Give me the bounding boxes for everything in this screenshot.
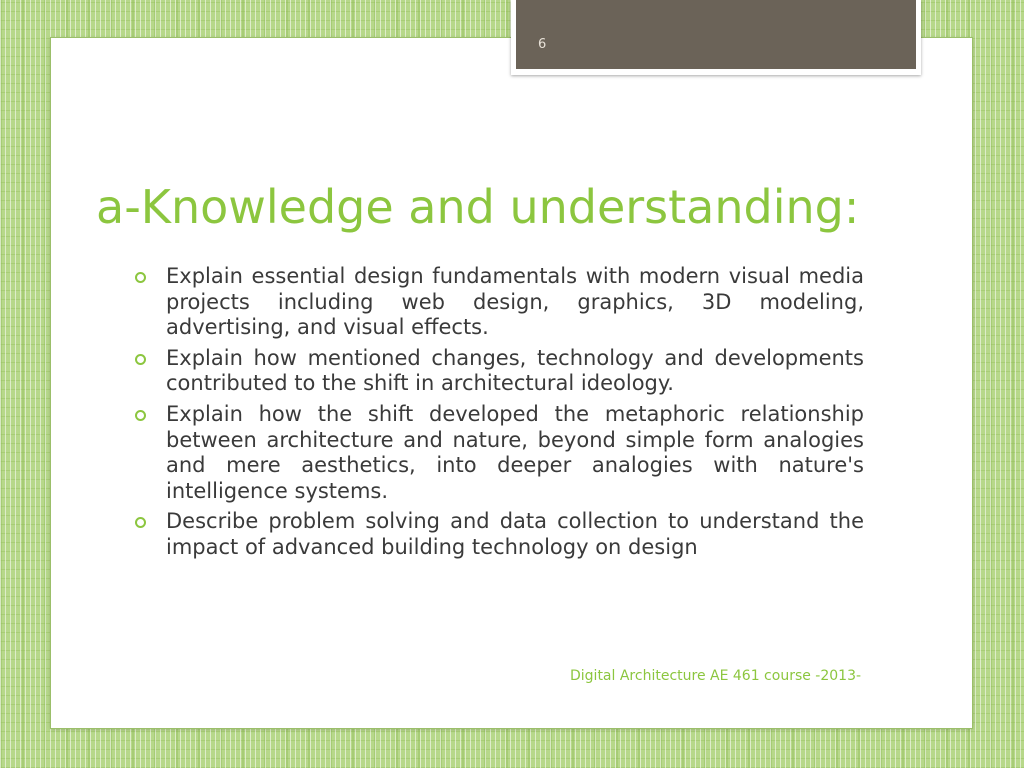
slide-number-tab	[511, 0, 921, 75]
slide-footer: Digital Architecture AE 461 course -2013-	[570, 668, 862, 684]
bullet-circle-icon	[135, 272, 146, 283]
slide-number-tab-fill	[516, 0, 916, 69]
bullet-circle-icon	[135, 410, 146, 421]
bullet-item	[135, 509, 864, 560]
bullet-item	[135, 264, 864, 341]
bullet-list	[135, 264, 864, 566]
bullet-text: Describe problem solving and data collection to understand the impact of advanced building technology on design	[166, 509, 864, 559]
slide-title: a-Knowledge and understanding:	[96, 180, 860, 234]
bullet-text: Explain essential design fundamentals with modern visual media projects including web design, graphics, 3D modeling, advertising, and visual effects.	[166, 264, 864, 340]
bullet-text: Explain how mentioned changes, technology and developments contributed to the shift in architectural ideology.	[166, 345, 864, 396]
bullet-circle-icon	[135, 517, 146, 528]
bullet-item	[135, 346, 864, 397]
bullet-item	[135, 402, 864, 504]
slide-number: 6	[538, 37, 547, 52]
bullet-circle-icon	[135, 354, 146, 365]
bullet-text: Explain how the shift developed the metaphoric relationship between architecture and nature, beyond simple form analogies and mere aesthetics, into deeper analogies with nature's intelligence systems.	[166, 401, 864, 503]
